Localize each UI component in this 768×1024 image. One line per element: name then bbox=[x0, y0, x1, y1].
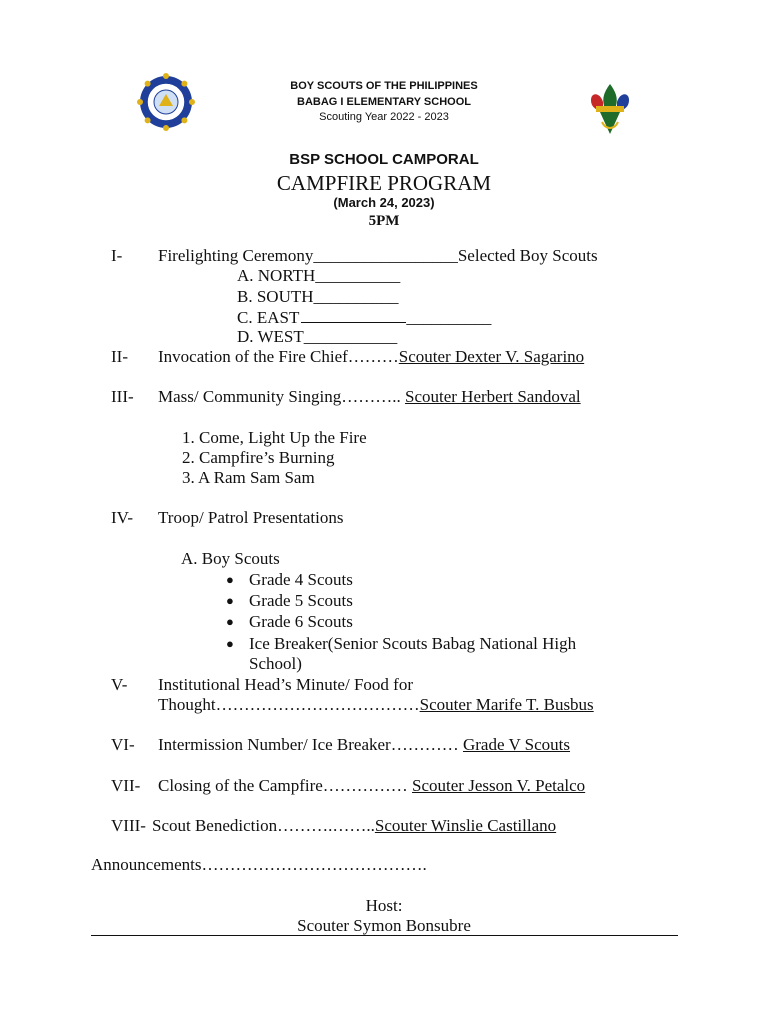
section-number: II- bbox=[111, 347, 128, 366]
presentation-item: Grade 5 Scouts bbox=[249, 591, 353, 610]
program-person: Scouter Jesson V. Petalco bbox=[412, 776, 586, 795]
group-label: A. Boy Scouts bbox=[181, 549, 280, 568]
program-line bbox=[152, 816, 556, 836]
program-line bbox=[158, 387, 581, 407]
section-number: III- bbox=[111, 387, 134, 406]
event-title: BSP SCHOOL CAMPORAL bbox=[289, 151, 479, 168]
org-name: BOY SCOUTS OF THE PHILIPPINES bbox=[290, 80, 478, 92]
sub-item: B. SOUTH__________ bbox=[237, 287, 399, 306]
program-item-text: Mass/ Community Singing……….. bbox=[158, 387, 405, 406]
section-number: V- bbox=[111, 675, 128, 694]
section-number: VIII- bbox=[111, 816, 146, 835]
host-name: Scouter Symon Bonsubre bbox=[297, 916, 471, 935]
presentation-item-cont: School) bbox=[249, 654, 302, 673]
announcements: Announcements…………………………………. bbox=[91, 855, 427, 874]
song-item: 2. Campfire’s Burning bbox=[182, 448, 335, 467]
sub-item bbox=[237, 307, 491, 328]
song-item: 1. Come, Light Up the Fire bbox=[182, 428, 367, 447]
section-number: I- bbox=[111, 246, 123, 265]
sub-item-blank bbox=[301, 307, 406, 323]
section-number: IV- bbox=[111, 508, 134, 527]
program-person: Grade V Scouts bbox=[462, 735, 571, 754]
bullet-icon: ● bbox=[226, 572, 234, 587]
presentation-item: Grade 4 Scouts bbox=[249, 570, 353, 589]
presentation-item: Ice Breaker(Senior Scouts Babag National High bbox=[249, 634, 577, 653]
host-signature-line bbox=[91, 935, 678, 936]
program-person: Scouter Dexter V. Sagarino bbox=[398, 347, 585, 366]
program-person: Scouter Winslie Castillano bbox=[374, 816, 557, 835]
event-date: (March 24, 2023) bbox=[333, 195, 435, 210]
program-title: CAMPFIRE PROGRAM bbox=[276, 171, 492, 195]
program-line: Institutional Head’s Minute/ Food for bbox=[158, 675, 413, 694]
school-name: BABAG I ELEMENTARY SCHOOL bbox=[297, 96, 471, 108]
program-line bbox=[158, 347, 584, 367]
section-number: VII- bbox=[111, 776, 141, 795]
program-item-text: Invocation of the Fire Chief……… bbox=[158, 347, 399, 366]
presentation-item: Grade 6 Scouts bbox=[249, 612, 353, 631]
program-line bbox=[158, 695, 594, 715]
program-item-text: Thought……………………………… bbox=[158, 695, 420, 714]
bullet-icon: ● bbox=[226, 593, 234, 608]
program-person: Scouter Herbert Sandoval bbox=[405, 387, 581, 406]
event-time: 5PM bbox=[368, 213, 400, 229]
scouting-year: Scouting Year 2022 - 2023 bbox=[319, 111, 449, 123]
program-line bbox=[158, 776, 585, 796]
bullet-icon: ● bbox=[226, 636, 234, 651]
program-item-text: Scout Benediction……….…….. bbox=[152, 816, 375, 835]
program-person: Scouter Marife T. Busbus bbox=[419, 695, 594, 714]
program-item-text: Intermission Number/ Ice Breaker………… bbox=[158, 735, 463, 754]
firelighting-line: Firelighting Ceremony_________________Selected Boy Scouts bbox=[158, 246, 598, 265]
sub-item-blank-text: __________ bbox=[406, 308, 492, 327]
sub-item-label: C. EAST bbox=[237, 308, 300, 327]
song-item: 3. A Ram Sam Sam bbox=[182, 468, 315, 487]
host-label: Host: bbox=[365, 896, 403, 915]
program-item-text: Closing of the Campfire…………… bbox=[158, 776, 413, 795]
section-number: VI- bbox=[111, 735, 135, 754]
program-line bbox=[158, 735, 570, 755]
sub-item: D. WEST___________ bbox=[237, 327, 398, 346]
program-line: Troop/ Patrol Presentations bbox=[158, 508, 344, 527]
bullet-icon: ● bbox=[226, 614, 234, 629]
sub-item: A. NORTH__________ bbox=[237, 266, 401, 285]
